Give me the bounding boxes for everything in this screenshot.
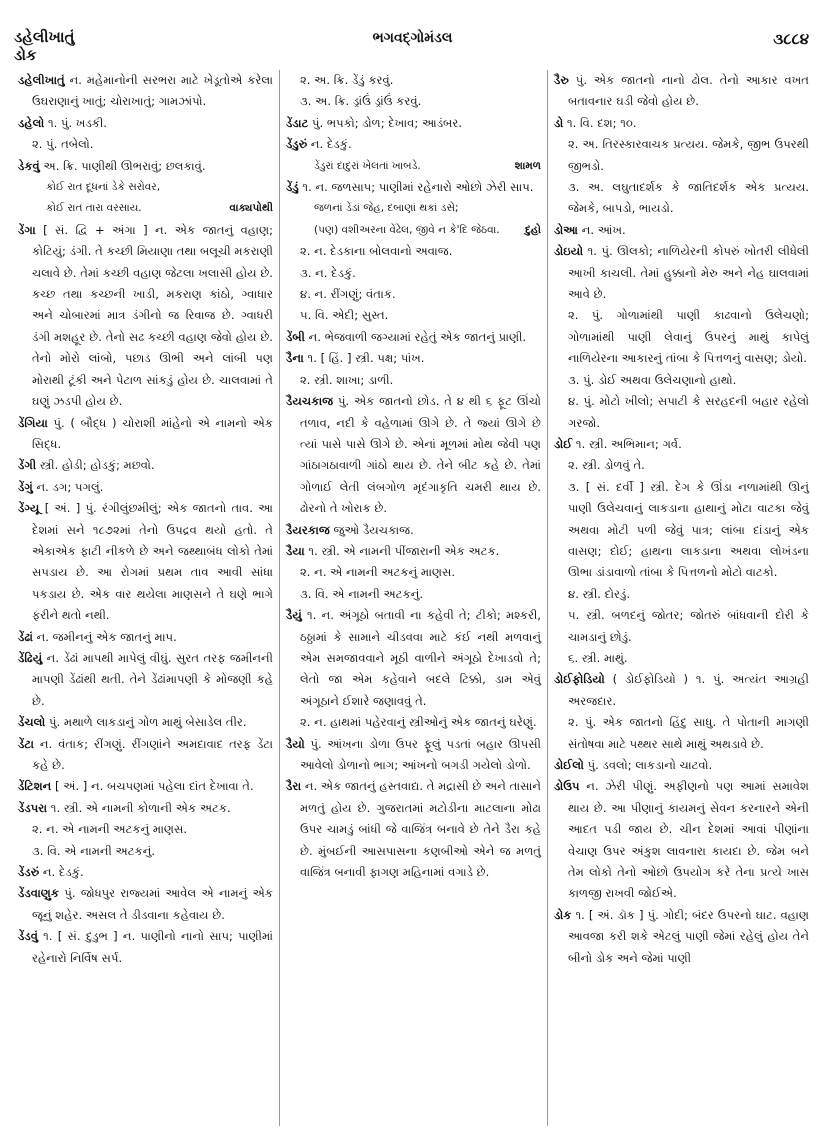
entry-sense: [554, 455, 809, 476]
definition-text: ન. મહેમાનોની સરભરા માટે ખેડૂતોએ કરેલા ઉઘરાણાનું ખાતું; ચોરાખાતું; ગામઝાંપો.: [32, 73, 273, 109]
headword: ડોઈલો: [554, 758, 584, 772]
definition-text: અ. ક્રિ. પાણીથી ઊભરાવું; છલકાવું.: [39, 158, 206, 173]
book-title: ભગવદ્ગોમંડલ: [372, 30, 453, 46]
dictionary-entry: [18, 798, 273, 819]
definition-text: ૧. ન. અંગૂઠો બતાવી ના કહેવી તે; ટીકો; મશ્કરી, ઠઠ્ઠામાં કે સામાને ચીડવવા માટે કંઈ નથી મળવાનું એમ સમજાવવાને મૂઠી વાળીને અંગૂઠો દેખાડવો તે; લેતો જા એમ કહેવાને બદલે ટિક્કો, ડામ એવું અંગૂઠાને ઈશારે જણાવવું તે.: [300, 608, 541, 708]
definition-text: ન. દેડકું.: [307, 137, 352, 152]
definition-text: ૧. [ હિં. ] સ્ત્રી. પક્ષ; પાંખ.: [303, 351, 425, 366]
headword: ડેંડુરું: [286, 137, 308, 152]
dictionary-entry: [18, 113, 273, 134]
headword: ડોઈફોડિયો: [554, 672, 605, 687]
definition-text: ૧. ન. જળસાપ; પાણીમાં રહેનારો ઓછો ઝેરી સાપ.: [298, 180, 534, 195]
headword: ડેંડવું: [18, 929, 38, 944]
entry-sense: [286, 712, 541, 733]
quotation: [18, 198, 273, 219]
dictionary-entry: [286, 327, 541, 348]
headword: ડૈયા: [286, 543, 305, 558]
headword: ડોઇયો: [554, 244, 584, 259]
dictionary-entry: [18, 712, 273, 733]
entry-sense: [286, 263, 541, 284]
definition-text: કોઈ રાત દૂધનાં ડેકે સરોવર,: [46, 181, 161, 194]
definition-text: ડેંડુરાં દાદુરાં ખેલતાં ખાબડે.: [314, 159, 421, 172]
headword: ડેંબી: [286, 329, 305, 344]
definition-text: ન. દેડકું.: [39, 865, 84, 880]
definition-text: ૧. વિ. દશ; ૧૦.: [563, 115, 637, 130]
entry-sense: [554, 370, 809, 391]
dictionary-entry: [554, 434, 809, 455]
definition-text: ૩. પું. ડોઈ અથવા ઉલેચણાનો હાથો.: [568, 372, 737, 387]
definition-text: ૧. પું. ખડકી.: [44, 115, 107, 130]
definition-text: ૩. વિ. એ નામની અટકનું.: [300, 586, 424, 601]
dictionary-entry: [286, 541, 541, 562]
dictionary-entry: [554, 669, 809, 712]
definition-text: ૩. [ સં. દર્વી ] સ્ત્રી. દેગ કે ઊંડા નળામાંથી ઊનું પાણી ઉલેચવાનું લાકડાના હાથાનું મોટા વાટકા જેવું અથવા મોટી પળી જેવું પાત્ર; લાંબા દાંડાનું એક વાસણ; દોઈ; હાથના લાકડાના અથવા લોખંડના ઊભા ડાંડાવાળો તાંબા કે પિત્તળનો મોટો વાટકો.: [568, 479, 809, 580]
dictionary-entry: [18, 862, 273, 883]
column-3: [547, 70, 815, 1126]
guide-word-last: ડોક: [14, 46, 37, 64]
dictionary-entry: [286, 113, 541, 134]
headword: ડેંડરું: [18, 865, 40, 880]
entry-sense: [286, 284, 541, 305]
definition-text: [ અં. ] પું. રંગીલુંછમીલું; એક જાતનો તાવ. આ દેશમાં સને ૧૮૭૨માં તેનો ઉપદ્રવ થયો હતો. તે એકાએક ફાટી નીકળે છે અને જથ્થાબંધ લોકો તેમાં સપડાય છે. આ રોગમાં પ્રથમ તાવ આવી સાંધા પકડાય છે. એક વાર થયેલા માણસને તે ઘણે ભાગે ફરીને થતો નથી.: [32, 501, 273, 623]
definition-text: સ્ત્રી. હોડી; હોડકું; મછવો.: [36, 458, 155, 473]
dictionary-entry: [286, 605, 541, 712]
quote-attribution: શામળ: [514, 159, 541, 172]
headword: ડૈયો: [286, 736, 305, 751]
dictionary-entry: [554, 241, 809, 305]
dictionary-entry: [286, 520, 541, 541]
headword: ડેંઢાં: [18, 629, 33, 644]
headword: ડેંઢિયું: [18, 650, 43, 665]
dictionary-entry: [18, 498, 273, 626]
definition-text: ૩. ન. દેડકું.: [300, 265, 356, 280]
definition-text: જુઓ ડૈયચકાજ.: [329, 522, 414, 537]
entry-sense: [18, 134, 273, 155]
headword: ડેંગું: [18, 479, 33, 494]
entry-sense: [286, 370, 541, 391]
entry-sense: [554, 391, 809, 434]
quotation: [18, 177, 273, 198]
definition-text: ૨. સ્ત્રી. ડોળવું તે.: [568, 458, 645, 473]
definition-text: ન. જમીનનું એક જાતનું માપ.: [32, 629, 177, 644]
definition-text: ૨. ન. હાથમાં પહેરવાનું સ્ત્રીઓનું એક જાતનું ઘરેણું.: [300, 715, 537, 730]
column-2: [279, 70, 547, 1126]
headword: ડેંગ્યૂ: [18, 501, 40, 516]
definition-text: પું. એક જાતનો નાનો ઢોલ. તેનો આકાર વખત બતાવનાર ઘડી જેવો હોય છે.: [568, 73, 809, 109]
definition-text: ૬. સ્ત્રી. માથું.: [568, 650, 628, 665]
headword: ડેકવું: [18, 158, 40, 173]
dictionary-entry: [18, 648, 273, 712]
dictionary-entry: [18, 156, 273, 177]
definition-text: પું. ( બૌદ્ધ ) ચોરાશી માંહેનો એ નામનો એક સિદ્ધ.: [32, 415, 273, 451]
definition-text: ૨. અ. તિરસ્કારવાચક પ્રત્યય. જેમકે, જીભ ઉપરથી જીભડો.: [568, 137, 809, 173]
definition-text: જળનાં ડેંડાં જેહ, દબાણાં થકાં ડસે;: [314, 202, 459, 215]
definition-text: ન. ભેજવાળી જગ્યામાં રહેતું એક જાતનું પ્રાણી.: [305, 329, 527, 344]
definition-text: ૨. અ. ક્રિ. ડેંડું કરવું.: [300, 73, 394, 87]
definition-text: ૨. પું. તબેલો.: [32, 137, 94, 152]
definition-text: ૨. ન. દેડકાના બોલવાનો અવાજ.: [300, 244, 453, 259]
definition-text: ૩. અ. લઘુતાદર્શક કે જાતિદર્શક એક પ્રત્યય. જેમકે, બાપડો, ભાયડો.: [568, 180, 809, 216]
guide-word-first: ડહેલીખાતું: [14, 28, 75, 46]
quote-attribution: વાક્યપોથી: [229, 202, 273, 215]
headword: ડેંડપરા: [18, 800, 48, 815]
dictionary-entry: [286, 177, 541, 198]
definition-text: ૩. વિ. એ નામની અટકનું.: [32, 843, 156, 858]
definition-text: ૧. [ સં. દુડુભ ] ન. પાણીનો નાનો સાપ; પાણીમાં રહેનારો નિર્વિષ સર્પ.: [32, 929, 273, 965]
definition-text: પું. આંખના ડોળા ઉપર ફૂલું પડતાં બહાર ઊપસી આવેલો ડોળાનો ભાગ; આંખનો બગડી ગયેલો ડોળો.: [300, 736, 541, 772]
definition-text: ન. એક જાતનું હસ્તવાદ્ય. તે મદ્રાસી છે અને તાસાને મળતું હોય છે. ગુજરાતમાં મટોડીના માટલાના મોઢા ઉપર ચામડું બાંધી જે વાજિંત્ર બનાવે છે તેને ડૈરા કહે છે. મુંબઈની આસપાસના કણબીઓ એને જ મળતું વાજિંત્ર બનાવી ફાગણ મહિનામાં વગાડે છે.: [300, 779, 541, 880]
entry-sense: [554, 712, 809, 755]
dictionary-entry: [18, 220, 273, 413]
definition-text: ૨. ન. એ નામની અટકનું માણસ.: [300, 565, 456, 580]
entry-sense: [18, 841, 273, 862]
headword: ડેંગિયા: [18, 415, 48, 430]
definition-text: ન. ઝેરી પીણું. અફીણનો પણ આમાં સમાવેશ થાય છે. આ પીણાનું કાયમનું સેવન કરનારને એની આદત પડી જાય છે. ચીન દેશમાં આવાં પીણાંના વેચાણ ઉપર અંકુશ લાવનારા કાયદા છે. જેમ બને તેમ લોકો તેનો ઓછો ઉપયોગ કરે તેના પ્રત્યે ખાસ કાળજી રાખવી જોઈએ.: [568, 779, 809, 901]
entry-sense: [554, 305, 809, 369]
dictionary-entry: [286, 734, 541, 777]
quotation: [286, 198, 541, 219]
headword: ડેંડવાણુક: [18, 886, 60, 901]
entry-sense: [554, 177, 809, 220]
dictionary-entry: [286, 776, 541, 883]
headword: ડોક: [554, 907, 572, 922]
definition-text: પું. જોધપુર રાજ્યમાં આવેલ એ નામનું એક જૂનું શહેર. અસલ તે ડીડવાના કહેવાય છે.: [32, 886, 273, 922]
headword: ડેંડું: [286, 180, 299, 195]
page-number: ૩૮૮૪: [773, 30, 809, 48]
dictionary-entry: [554, 776, 809, 904]
definition-text: પું. એક જાતનો છોડ. તે ૪ થી ૬ ફૂટ ઊંચો તળાવ, નદી કે વહેળામાં ઊગે છે. તે જ્યાં ઊગે છે ત્યાં પાસે પાસે ઊગે છે. એનાં મૂળમાં મોથ જેવી પણ ગાંઠાગઠાવાળી ગાંઠો થાય છે. તેને બીટ કહે છે. તેમાં ગોળાઈ લેતી લંબગોળ મૃદંગાકૃતિ ચમરી થાય છે. ઢોરનો તે ખોરાક છે.: [300, 394, 541, 516]
quote-attribution: દુહો: [525, 223, 541, 236]
definition-text: ૩. અ. ક્રિ. ડ્રાંઉં ડ્રાંઉં કરવું.: [300, 94, 422, 109]
headword: ડૈના: [286, 351, 304, 366]
definition-text: ૧. સ્ત્રી. એ નામની પીંજારાની એક અટક.: [304, 543, 500, 558]
dictionary-entry: [18, 70, 273, 113]
definition-text: ૨. ન. એ નામની અટકનું માણસ.: [32, 822, 188, 837]
column-1: [12, 70, 279, 1126]
entry-sense: [554, 648, 809, 669]
definition-text: [ અં. ] ન. બચપણમાં પહેલા દાંત દેખાવા તે.: [51, 779, 254, 794]
definition-text: પું. મથાળે લાકડાનું ગોળ માથું બેસાડેલ તીર.: [45, 715, 247, 730]
entry-sense: [18, 819, 273, 840]
headword: ડોઉપ: [554, 779, 580, 794]
headword: ડૈરુ: [554, 73, 569, 87]
definition-text: ૫. વિ. એદી; સુસ્ત.: [300, 308, 389, 323]
definition-text: ૧. પું. ઊલકો; નાળિયેરની કોપરું ખોતરી લીધેલી આખી કાચલી. તેમાં હુક્કાનો મેરુ અને નેહ ઘાલવામાં આવે છે.: [568, 244, 809, 302]
definition-text: ન. વંતાક; રીંગણું. રીંગણાંને અમદાવાદ તરફ ડેંટા કહે છે.: [32, 736, 273, 772]
headword: ડોઈ: [554, 436, 573, 451]
dictionary-entry: [18, 926, 273, 969]
dictionary-entry: [18, 734, 273, 777]
headword: ડેંડાટ: [286, 115, 309, 130]
headword: ડેંગા: [18, 222, 36, 237]
headword: ડેંચલો: [18, 715, 46, 730]
dictionary-entry: [286, 391, 541, 519]
definition-text: ( ડોઈફોડિયો ) ૧. પું. અત્યંત આગ્રહી અરજદાર.: [568, 672, 809, 708]
entry-sense: [286, 562, 541, 583]
dictionary-entry: [554, 220, 809, 241]
quotation: [286, 156, 541, 177]
dictionary-entry: [18, 477, 273, 498]
entry-sense: [286, 70, 541, 91]
headword: ડૈયરકાજ: [286, 522, 330, 537]
headword: ડૈયું: [286, 608, 302, 623]
headword: ડહેલીખાતું: [18, 73, 65, 87]
headword: ડોઆ: [554, 222, 579, 237]
entry-sense: [286, 305, 541, 326]
columns: [12, 70, 815, 1126]
definition-text: ૫. સ્ત્રી. બળદનું જોતર; જોતરું બાંધવાની દોરી કે ચામડાનું છોડું.: [568, 608, 809, 644]
definition-text: ૨. સ્ત્રી. શાખા; ડાળી.: [300, 372, 394, 387]
entry-sense: [554, 584, 809, 605]
quotation: [286, 220, 541, 241]
dictionary-entry: [554, 905, 809, 969]
dictionary-entry: [286, 134, 541, 155]
dictionary-entry: [554, 755, 809, 776]
definition-text: ૪. પું. મોટો ખીલો; સપાટી કે સરહદની બહાર રહેલો ગરજો.: [568, 394, 809, 430]
definition-text: ૪. સ્ત્રી. દોરડું.: [568, 586, 631, 601]
dictionary-entry: [18, 455, 273, 476]
definition-text: ૧. સ્ત્રી. અભિમાન; ગર્વ.: [572, 436, 682, 451]
headword: ડેંગી: [18, 458, 37, 473]
dictionary-entry: [18, 883, 273, 926]
definition-text: [ સં. દ્વિ + અંગા ] ન. એક જાતનું વહાણ; કોટિયું; ડંગી. તે કચ્છી મિયાણા તથા બલૂચી મકરાણી ચલાવે છે. તેમાં કચ્છી વહાણ જેટલા ખલાસી હોય છે. કચ્છ તથા કચ્છની ખાડી, મકરાણ કાંઠો, ગ્વાધાર અને ચોબારમાં માત્ર ડંગીનો જ રિવાજ છે. ગ્વાધરી ડંગી મશહૂર છે. તેનો સઢ કચ્છી વહાણ જેવો હોય છે. તેનો મોરો લાંબો, પછાડ ઊભી અને લાંબી પણ મોરાથી ટૂંકી અને પેટાળ સાંકડું હોય છે. ચાલવામાં તે ઘણું ઝડપી હોય છે.: [32, 222, 273, 409]
headword: ડહેલો: [18, 115, 45, 130]
headword: ડૈરા: [286, 779, 302, 794]
dictionary-entry: [554, 70, 809, 113]
headword: ડેંટા: [18, 736, 34, 751]
entry-sense: [554, 477, 809, 584]
entry-sense: [554, 605, 809, 648]
definition-text: ૧. [ અં. ડૉક ] પું. ગોદી; બંદર ઉપરનો ઘાટ. વહાણ આવજા કરી શકે એટલું પાણી જેમાં રહેલું હોય તેને બીનો ડોક અને જેમાં પાણી: [568, 907, 809, 965]
dictionary-entry: [286, 348, 541, 369]
dictionary-entry: [18, 627, 273, 648]
entry-sense: [554, 134, 809, 177]
dictionary-entry: [18, 776, 273, 797]
definition-text: ન. ડગ; પગલું.: [32, 479, 104, 494]
headword: ડો: [554, 115, 564, 130]
entry-sense: [286, 584, 541, 605]
definition-text: કોઈ રાત તારા વરસાય.: [46, 202, 142, 215]
definition-text: ૪. ન. રીંગણું; વંતાક.: [300, 287, 396, 302]
dictionary-entry: [18, 413, 273, 456]
definition-text: ૨. પું. એક જાતનો હિંદુ સાધુ. તે પોતાની માગણી સંતોષવા માટે પથ્થર સાથે માથું અથડાવે છે.: [568, 715, 809, 751]
definition-text: ૧. સ્ત્રી. એ નામની કોળાની એક અટક.: [47, 800, 231, 815]
dictionary-entry: [554, 113, 809, 134]
definition-text: ૨. પું. ગોળામાંથી પાણી કાઢવાનો ઉલેચણો; ગોળામાંથી પાણી લેવાનું ઉપરનું માથું કાપેલું નાળિયેરના આકારનું તાંબા કે પિત્તળનું વાસણ; ડોયો.: [568, 308, 809, 366]
definition-text: (પણ) વશીઅરના વેંઢેલ, જીવે ન કે'દિ જેઠવા.: [314, 223, 500, 236]
definition-text: પું. ડવલો; લાકડાનો ચાટવો.: [583, 758, 713, 772]
headword: ડેંટિશન: [18, 779, 52, 794]
definition-text: ન. આંખ.: [578, 222, 626, 237]
entry-sense: [286, 241, 541, 262]
definition-text: પું. ભપકો; ડોળ; દેખાવ; આડંબર.: [308, 115, 463, 130]
headword: ડૈયચકાજ: [286, 394, 334, 409]
entry-sense: [286, 91, 541, 112]
definition-text: ન. ડેંઢાં માપથી માપેલું વીઘું. સુરત તરફ જમીનની માપણી ડેંઢાંથી થતી. તેને ડેંઢાંમાપણી કે મોજણી કહે છે.: [32, 650, 273, 708]
